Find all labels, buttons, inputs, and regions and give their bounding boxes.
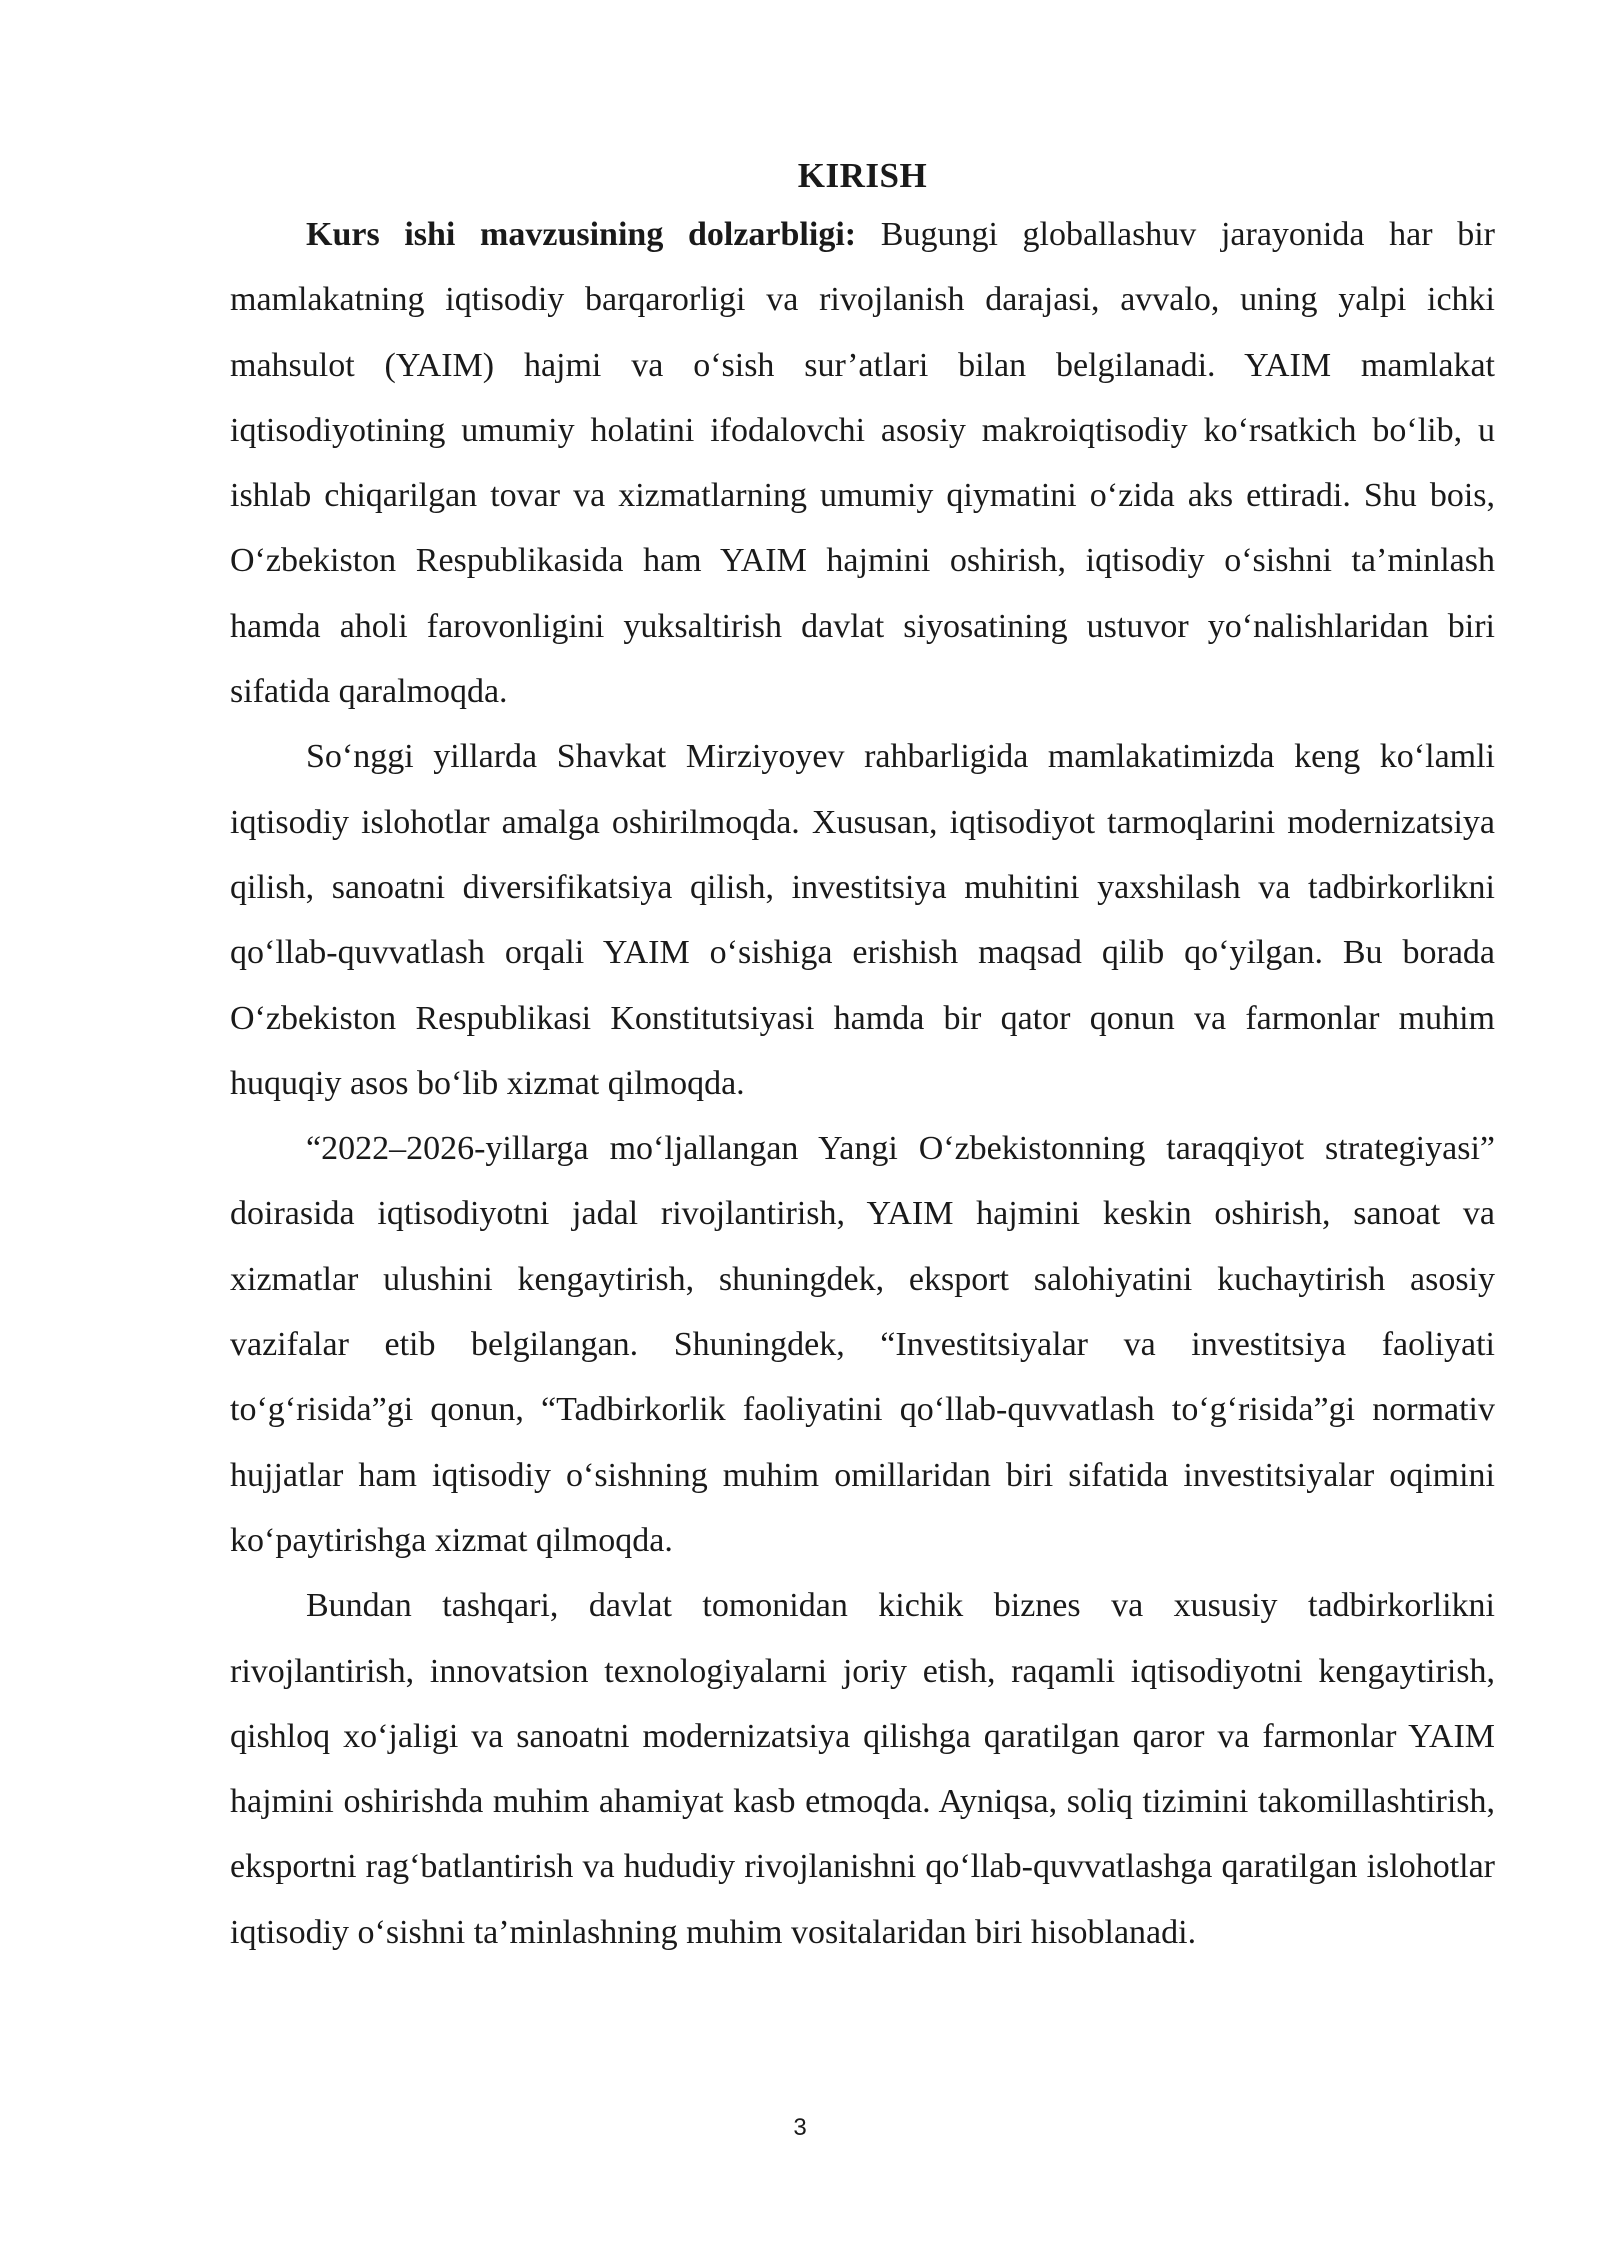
paragraph-text: Bugungi globallashuv jarayonida har bir mamlakatning iqtisodiy barqarorligi va rivojlanish darajasi, avvalo, uning yalpi ichki mahsulot (YAIM) hajmi va o‘sish sur’atlari bilan belgilanadi. YAIM mamlakat iqtisodiyotining umumiy holatini ifodalovchi asosiy makroiqtisodiy ko‘rsatkich bo‘lib, u ishlab chiqarilgan tovar va xizmatlarning umumiy qiymatini o‘zida aks ettiradi. Shu bois, O‘zbekiston Respublikasida ham YAIM hajmini oshirish, iqtisodiy o‘sishni ta’minlash hamda aholi farovonligini yuksaltirish davlat siyosatining ustuvor yo‘nalishlaridan biri sifatida qaralmoqda.	[230, 216, 1495, 711]
paragraph-strategy: “2022–2026-yillarga mo‘ljallangan Yangi O‘zbekistonning taraqqiyot strategiyasi” doirasida iqtisodiyotni jadal rivojlantirish, YAIM hajmini keskin oshirish, sanoat va xizmatlar ulushini kengaytirish, shuningdek, eksport salohiyatini kuchaytirish asosiy vazifalar etib belgilangan. Shuningdek, “Investitsiyalar va investitsiya faoliyati to‘g‘risida”gi qonun, “Tadbirkorlik faoliyatini qo‘llab-quvvatlash to‘g‘risida”gi normativ hujjatlar ham iqtisodiy o‘sishning muhim omillaridan biri sifatida investitsiyalar oqimini ko‘paytirishga xizmat qilmoqda.	[230, 1130, 1495, 1559]
paragraph-lead: Kurs ishi mavzusining dolzarbligi:	[306, 216, 857, 253]
paragraph-measures: Bundan tashqari, davlat tomonidan kichik biznes va xususiy tadbirkorlikni rivojlantirish, innovatsion texnologiyalarni joriy etish, raqamli iqtisodiyotni kengaytirish, qishloq xo‘jaligi va sanoatni modernizatsiya qilishga qaratilgan qaror va farmonlar YAIM hajmini oshirishda muhim ahamiyat kasb etmoqda. Ayniqsa, soliq tizimini takomillashtirish, eksportni rag‘batlantirish va hududiy rivojlanishni qo‘llab-quvvatlashga qaratilgan islohotlar iqtisodiy o‘sishni ta’minlashning muhim vositalaridan biri hisoblanadi.	[230, 1587, 1495, 1951]
page-heading: KIRISH	[797, 156, 928, 195]
paragraph-reforms: So‘nggi yillarda Shavkat Mirziyoyev rahbarligida mamlakatimizda keng ko‘lamli iqtisodiy islohotlar amalga oshirilmoqda. Xususan, iqtisodiyot tarmoqlarini modernizatsiya qilish, sanoatni diversifikatsiya qilish, investitsiya muhitini yaxshilash va tadbirkorlikni qo‘llab-quvvatlash orqali YAIM o‘sishiga erishish maqsad qilib qo‘yilgan. Bu borada O‘zbekiston Respublikasi Konstitutsiyasi hamda bir qator qonun va farmonlar muhim huquqiy asos bo‘lib xizmat qilmoqda.	[230, 738, 1495, 1102]
page-content	[230, 150, 1495, 1965]
page-number: 3	[793, 2114, 807, 2141]
paragraph-relevance	[230, 202, 1495, 724]
